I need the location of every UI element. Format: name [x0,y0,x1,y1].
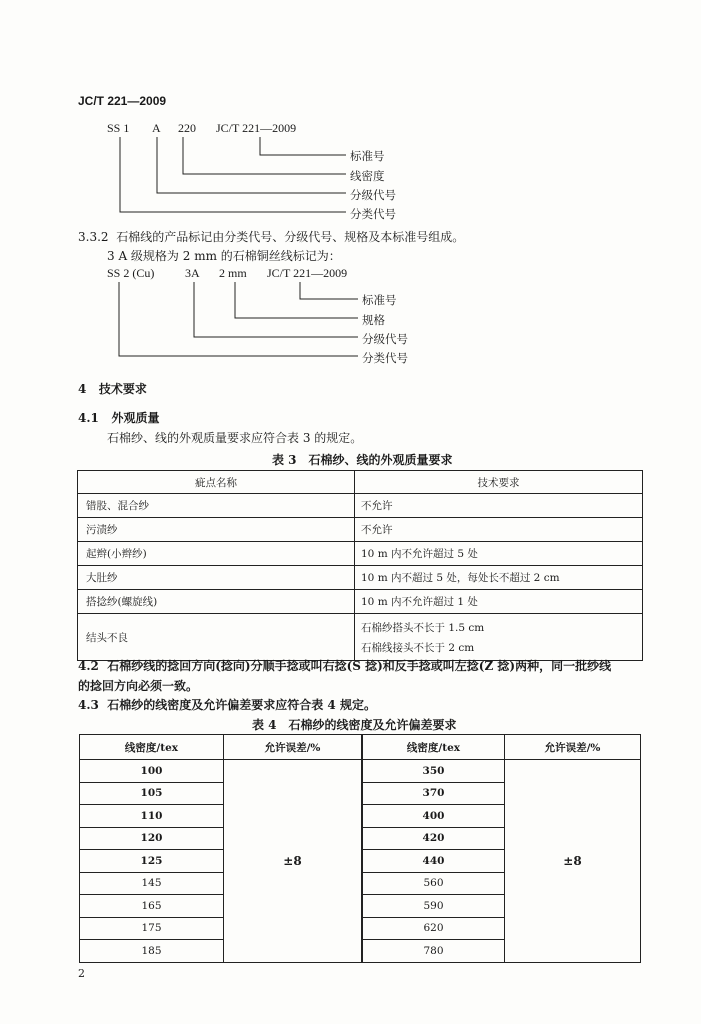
example2-spec: 2 mm [219,266,247,280]
density-value: 560 [363,872,505,895]
section-332-text: 石棉线的产品标记由分类代号、分级代号、规格及本标准号组成。 [116,230,465,244]
section-41-text: 石棉纱、线的外观质量要求应符合表 3 的规定。 [107,431,363,445]
example1-standard: JC/T 221—2009 [216,121,297,135]
table-row [78,590,643,614]
table-row [363,760,641,783]
defect-name: 大肚纱 [78,566,355,590]
standard-code-header: JC/T 221—2009 [78,94,167,108]
marking-bracket-lines [0,0,701,400]
table3-header-requirement: 技术要求 [355,471,643,494]
density-value: 175 [80,917,224,940]
table4-right [362,734,641,963]
table-row [78,542,643,566]
deviation-value: ±8 [224,760,362,963]
table3-caption: 表 3 石棉纱、线的外观质量要求 [272,453,453,467]
density-value: 590 [363,895,505,918]
density-value: 105 [80,782,224,805]
example1-label-density: 线密度 [350,169,385,183]
density-value: 440 [363,850,505,873]
defect-name: 错股、混合纱 [78,494,355,518]
density-value: 370 [363,782,505,805]
requirement: 10 m 内不允许超过 5 处 [355,542,643,566]
table3 [77,470,643,661]
table4-header-deviation: 允许误差/% [224,735,362,760]
example1-density: 220 [178,121,196,135]
example1-grade-code: A [152,121,161,135]
requirement: 10 m 内不超过 5 处，每处长不超过 2 cm [355,566,643,590]
density-value: 185 [80,940,224,963]
table4-left [79,734,362,963]
density-value: 110 [80,805,224,828]
table3-header-row [78,471,643,494]
defect-name: 结头不良 [78,614,355,661]
example1-label-grade: 分级代号 [350,188,396,202]
defect-name: 起辫(小辫纱) [78,542,355,566]
requirement: 10 m 内不允许超过 1 处 [355,590,643,614]
section-41-number: 4.1 [78,411,99,425]
requirement-line: 石棉线接头不长于 2 cm [361,641,475,654]
section-42-number: 4.2 [78,659,99,673]
requirement: 不允许 [355,518,643,542]
density-value: 165 [80,895,224,918]
section-43-text: 石棉纱的线密度及允许偏差要求应符合表 4 规定。 [107,698,376,712]
density-value: 125 [80,850,224,873]
section-41-title: 外观质量 [111,411,160,425]
density-value: 120 [80,827,224,850]
section-42-paragraph [78,657,611,674]
table-row [78,494,643,518]
table3-header-defect: 疵点名称 [78,471,355,494]
density-value: 400 [363,805,505,828]
density-value: 420 [363,827,505,850]
section-4-heading [78,380,147,397]
example1-class-code: SS 1 [107,121,130,135]
section-43-number: 4.3 [78,698,99,712]
density-value: 100 [80,760,224,783]
density-value: 145 [80,872,224,895]
example2-grade-code: 3A [185,266,200,280]
table-row [80,760,362,783]
table4-header-density: 线密度/tex [80,735,224,760]
requirement-multiline [355,614,643,661]
example2-label-spec: 规格 [362,313,385,327]
density-value: 780 [363,940,505,963]
section-41-heading [78,409,159,426]
section-42-line1: 石棉纱线的捻回方向(捻向)分顺手捻或叫右捻(S 捻)和反手捻或叫左捻(Z 捻)两种，同一批纱线 [107,659,612,673]
section-43-paragraph [78,696,376,713]
section-4-number: 4 [78,382,87,396]
requirement: 不允许 [355,494,643,518]
defect-name: 搭捻纱(螺旋线) [78,590,355,614]
table-row [78,518,643,542]
section-4-title: 技术要求 [98,382,147,396]
page-number: 2 [78,967,85,980]
density-value: 350 [363,760,505,783]
table4-header-deviation: 允许误差/% [505,735,641,760]
example1-label-class: 分类代号 [350,207,396,221]
requirement-line: 石棉纱搭头不长于 1.5 cm [361,621,485,634]
example2-label-grade: 分级代号 [362,332,408,346]
table-row [78,614,643,661]
table4-header-density: 线密度/tex [363,735,505,760]
table4-caption: 表 4 石棉纱的线密度及允许偏差要求 [252,718,457,732]
example2-class-code: SS 2 (Cu) [107,266,155,280]
density-value: 620 [363,917,505,940]
section-42-line2: 的捻回方向必须一致。 [78,679,199,693]
deviation-value: ±8 [505,760,641,963]
section-332-number: 3.3.2 [78,230,109,244]
example2-label-standard: 标准号 [362,293,397,307]
section-332-example-intro: 3 A 级规格为 2 mm 的石棉铜丝线标记为： [107,249,341,263]
example2-label-class: 分类代号 [362,351,408,365]
table4-header-row [80,735,362,760]
example1-label-standard: 标准号 [350,149,385,163]
defect-name: 污渍纱 [78,518,355,542]
table4-header-row [363,735,641,760]
example2-standard: JC/T 221—2009 [267,266,348,280]
table-row [78,566,643,590]
